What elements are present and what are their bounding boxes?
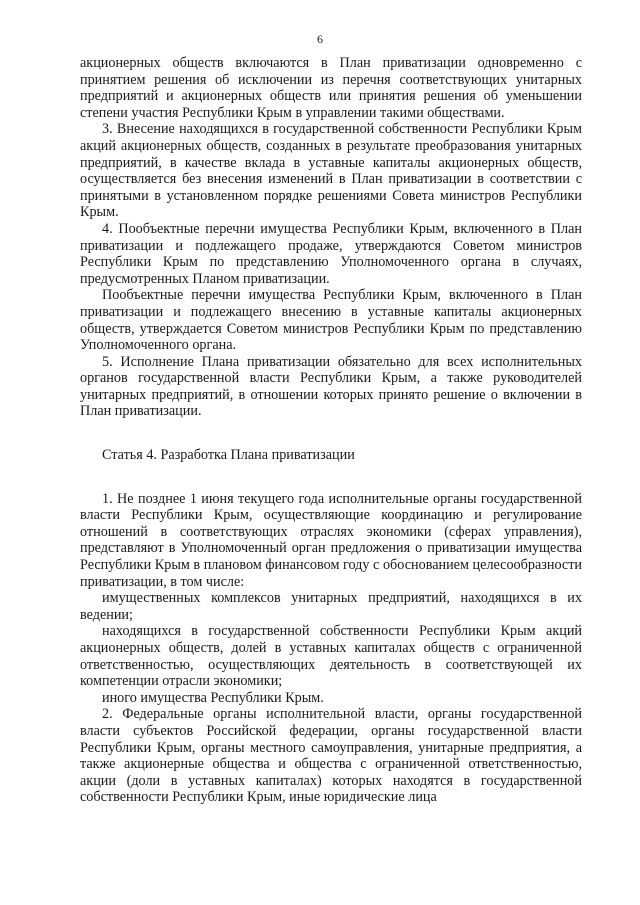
paragraph-item-3: 3. Внесение находящихся в государственной собственности Республики Крым акций акционерных обществ, созданных в результате преобразования унитарных предприятий, в качестве вклада в уставные капиталы акционерных обществ, осуществляется без внесения изменений в План приватизации в соответствии с принятыми в установленном порядке решениями Совета министров Республики Крым. xyxy=(80,121,582,221)
paragraph-article4-item-2: 2. Федеральные органы исполнительной власти, органы государственной власти субъектов Российской федерации, органы государственной власти Республики Крым, органы местного самоуправления, унитарные предприятия, а также акционерные общества и общества с ограниченной ответственностью, акции (доли в уставных капиталах) которых находятся в государственной собственности Республики Крым, иные юридические лица xyxy=(80,706,582,806)
document-body xyxy=(80,55,582,806)
list-item-property-complexes: имущественных комплексов унитарных предприятий, находящихся в их ведении; xyxy=(80,590,582,623)
paragraph-article4-item-1: 1. Не позднее 1 июня текущего года исполнительные органы государственной власти Республики Крым, осуществляющие координацию и регулирование отношений в соответствующих отраслях экономики (сферах управления), представляют в Уполномоченный орган предложения о приватизации имущества Республики Крым в плановом финансовом году с обоснованием целесообразности приватизации, в том числе: xyxy=(80,490,582,590)
paragraph-item-5: 5. Исполнение Плана приватизации обязательно для всех исполнительных органов государственной власти Республики Крым, а также руководителей унитарных предприятий, в отношении которых принято решение о включении в План приватизации. xyxy=(80,353,582,420)
paragraph-item-4-continued: Пообъектные перечни имущества Республики Крым, включенного в План приватизации и подлежащего внесению в уставные капиталы акционерных обществ, утверждается Советом министров Республики Крым по представлению Уполномоченного органа. xyxy=(80,287,582,354)
article-heading: Статья 4. Разработка Плана приватизации xyxy=(102,447,355,464)
list-item-shares: находящихся в государственной собственности Республики Крым акций акционерных обществ, долей в уставных капиталах обществ с ограниченной ответственностью, осуществляющих деятельность в соответствующей их компетенции отрасли экономики; xyxy=(80,623,582,690)
page-number: 6 xyxy=(317,32,323,46)
paragraph-continuation: акционерных обществ включаются в План приватизации одновременно с принятием решения об исключении из перечня соответствующих унитарных предприятий и акционерных обществ или принятия решения об уменьшении степени участия Республики Крым в управлении такими обществами. xyxy=(80,55,582,121)
list-item-other-property: иного имущества Республики Крым. xyxy=(102,689,324,706)
paragraph-item-4: 4. Пообъектные перечни имущества Республики Крым, включенного в План приватизации и подлежащего продаже, утверждаются Советом министров Республики Крым по представлению Уполномоченного органа в случаях, предусмотренных Планом приватизации. xyxy=(80,220,582,287)
spacer xyxy=(80,464,582,491)
spacer xyxy=(80,420,582,447)
